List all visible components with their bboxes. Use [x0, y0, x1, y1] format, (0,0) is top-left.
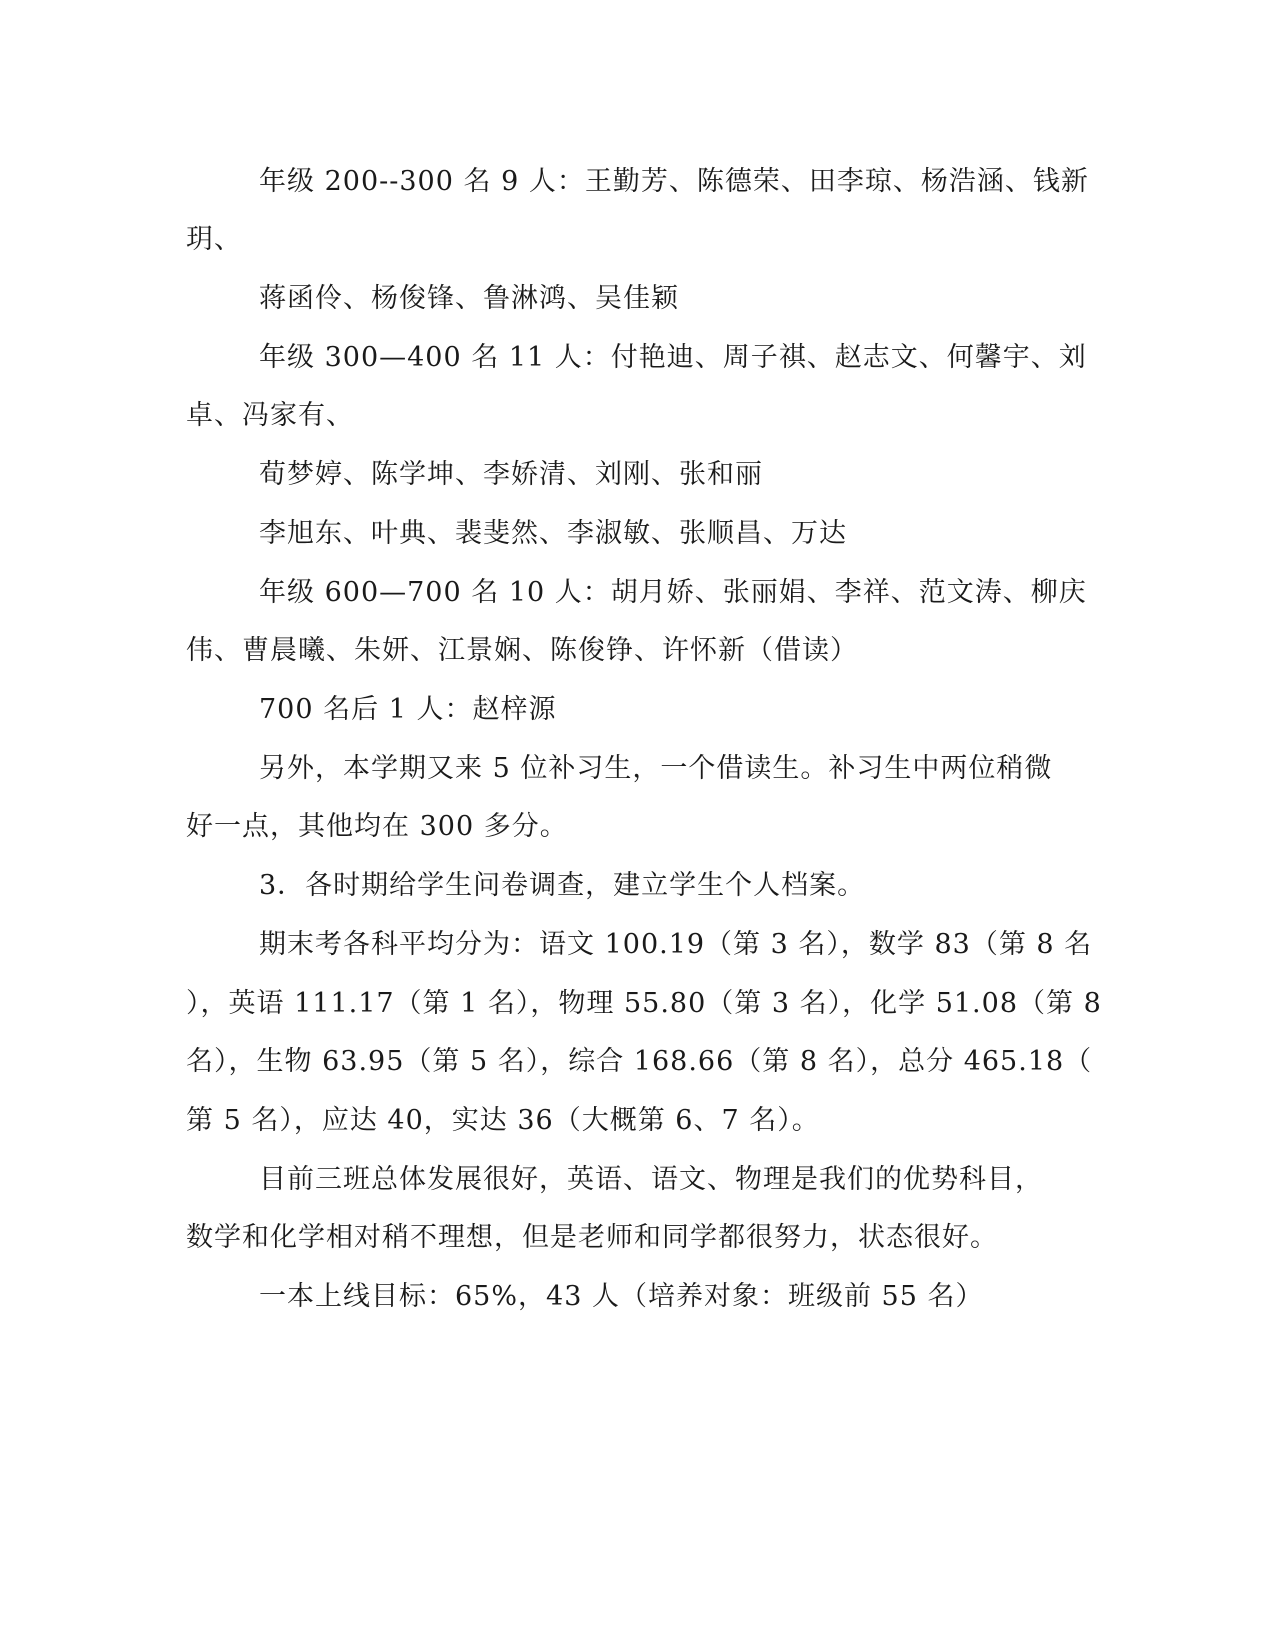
- text-line: 数学和化学相对稍不理想，但是老师和同学都很努力，状态很好。: [186, 1222, 998, 1253]
- text-line: 目前三班总体发展很好，英语、语文、物理是我们的优势科目，: [259, 1164, 1043, 1195]
- text-line: 名），生物 63.95（第 5 名），综合 168.66（第 8 名），总分 465.18（: [186, 1046, 1093, 1077]
- text-line: 蒋函伶、杨俊锋、鲁淋鸿、吴佳颖: [259, 283, 679, 314]
- text-line: 期末考各科平均分为：语文 100.19（第 3 名），数学 83（第 8 名: [259, 929, 1093, 960]
- text-line: 年级 200--300 名 9 人：王勤芳、陈德荣、田李琼、杨浩涵、钱新: [259, 166, 1089, 197]
- text-line: 荀梦婷、陈学坤、李娇清、刘刚、张和丽: [259, 459, 763, 490]
- text-line: 好一点，其他均在 300 多分。: [186, 811, 568, 842]
- text-line: 3．各时期给学生问卷调查，建立学生个人档案。: [259, 870, 866, 901]
- text-line: 玥、: [186, 224, 242, 255]
- text-line: 700 名后 1 人：赵梓源: [259, 694, 557, 725]
- text-line: 一本上线目标：65%，43 人（培养对象：班级前 55 名）: [259, 1281, 984, 1312]
- text-line: 年级 600—700 名 10 人：胡月娇、张丽娟、李祥、范文涛、柳庆: [259, 577, 1087, 608]
- text-line: 伟、曹晨曦、朱妍、江景娴、陈俊铮、许怀新（借读）: [186, 635, 858, 666]
- text-line: 第 5 名），应达 40，实达 36（大概第 6、7 名）。: [186, 1105, 820, 1136]
- text-line: 另外，本学期又来 5 位补习生，一个借读生。补习生中两位稍微: [259, 753, 1053, 784]
- text-line: 李旭东、叶典、裴斐然、李淑敏、张顺昌、万达: [259, 518, 847, 549]
- text-line: 年级 300—400 名 11 人：付艳迪、周子祺、赵志文、何馨宇、刘: [259, 342, 1087, 373]
- text-line: 卓、冯家有、: [186, 400, 354, 431]
- text-line: ），英语 111.17（第 1 名），物理 55.80（第 3 名），化学 51.08（第 8: [186, 988, 1102, 1019]
